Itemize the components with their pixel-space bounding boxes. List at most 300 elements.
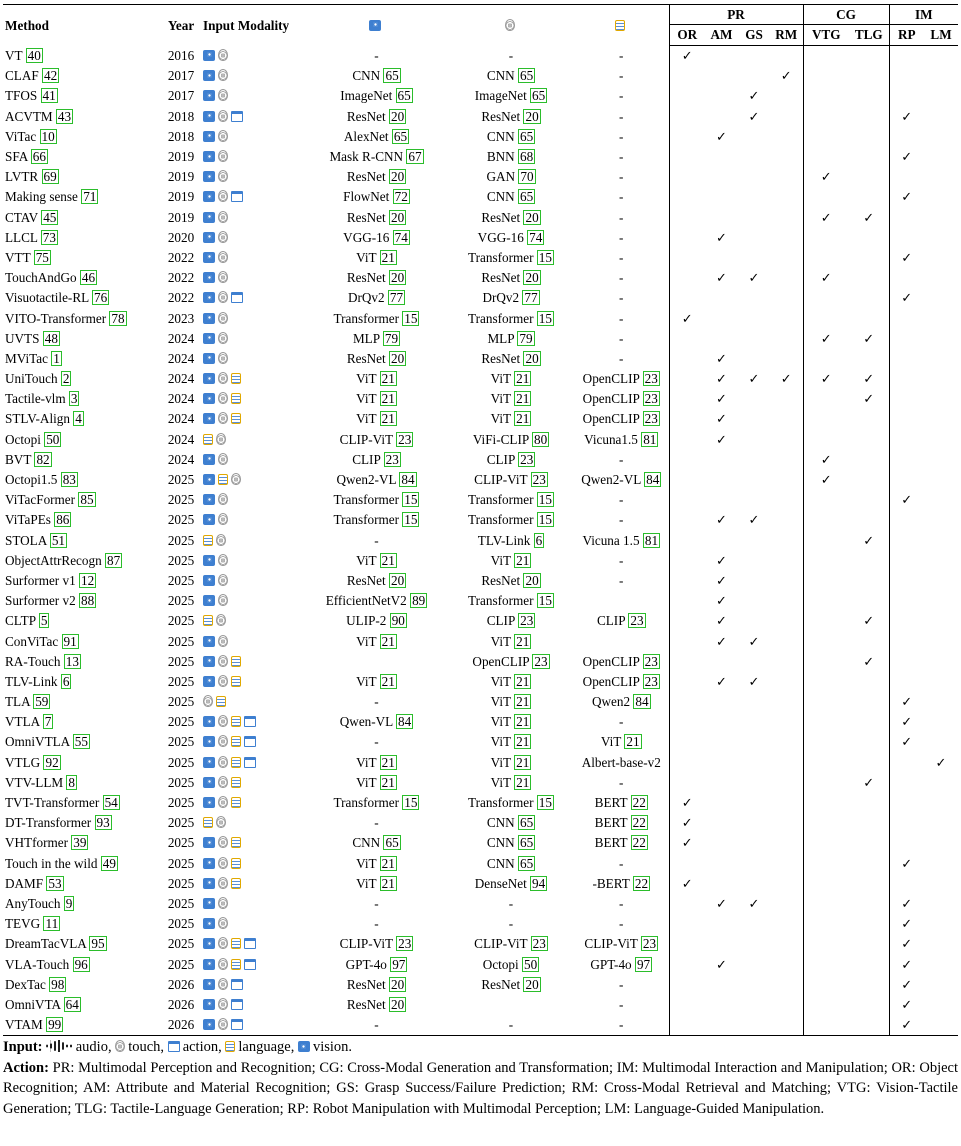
table-row — [3, 349, 958, 369]
check-gs — [738, 611, 770, 631]
citation-link[interactable]: 65 — [532, 88, 546, 104]
citation-link[interactable]: 9 — [65, 895, 73, 911]
citation-link[interactable]: 98 — [51, 976, 65, 992]
check-or: ✓ — [681, 310, 693, 326]
cell-text: CNN — [486, 189, 515, 205]
citation-link[interactable]: 12 — [80, 572, 95, 588]
citation-link[interactable]: 23 — [532, 472, 546, 488]
citation-link[interactable]: 77 — [524, 290, 538, 306]
citation-link[interactable]: 65 — [397, 88, 411, 104]
cell-text: MLP — [487, 330, 515, 346]
language-encoder-cell — [574, 127, 669, 147]
citation-link[interactable]: 22 — [634, 875, 649, 891]
language-encoder-cell — [574, 571, 669, 591]
citation-link[interactable]: 97 — [392, 956, 406, 972]
cell-text: ResNet — [346, 976, 386, 992]
method-cell — [3, 732, 161, 752]
citation-link[interactable]: 15 — [404, 512, 418, 528]
citation-link[interactable]: 80 — [533, 431, 548, 447]
touch-encoder-cell — [448, 631, 574, 651]
cell-text: CLIP-ViT — [339, 936, 393, 952]
citation-link[interactable]: 21 — [381, 371, 395, 387]
vision-encoder-cell — [305, 349, 448, 369]
citation-link[interactable]: 84 — [635, 694, 649, 710]
citation-link[interactable]: 55 — [74, 734, 88, 750]
citation-link[interactable]: 77 — [389, 290, 404, 306]
check-or: ✓ — [681, 875, 693, 891]
citation-link[interactable]: 21 — [516, 754, 530, 770]
action-icon — [231, 191, 243, 202]
table-row — [3, 470, 958, 490]
citation-link[interactable]: 23 — [385, 451, 399, 467]
citation-link[interactable]: 3 — [70, 391, 78, 407]
check-rm — [770, 975, 803, 995]
cell-text: Transformer — [333, 492, 399, 508]
citation-link[interactable]: 40 — [27, 47, 41, 63]
citation-link[interactable]: 51 — [51, 532, 66, 548]
citation-link[interactable]: 15 — [538, 593, 552, 609]
citation-link[interactable]: 23 — [520, 451, 534, 467]
cell-text: CLIP-ViT — [474, 472, 528, 488]
citation-link[interactable]: 7 — [44, 714, 52, 730]
citation-link[interactable]: 65 — [385, 68, 399, 84]
citation-link[interactable]: 65 — [519, 128, 534, 144]
citation-link[interactable]: 88 — [80, 593, 95, 609]
citation-link[interactable]: 95 — [91, 936, 105, 952]
citation-link[interactable]: 93 — [96, 815, 110, 831]
check-or — [669, 167, 705, 187]
table-row — [3, 894, 958, 914]
citation-link[interactable]: 15 — [404, 492, 418, 508]
check-am: ✓ — [715, 431, 728, 447]
citation-link[interactable]: 71 — [83, 189, 97, 205]
vision-encoder-cell — [305, 874, 448, 894]
citation-link[interactable]: 79 — [519, 330, 533, 346]
check-tlg: ✓ — [849, 389, 889, 409]
citation-link[interactable]: 4 — [75, 411, 82, 427]
check-rp — [889, 450, 924, 470]
citation-link[interactable]: 20 — [525, 270, 539, 286]
year-cell: 2025 — [167, 532, 195, 548]
citation-link[interactable]: 20 — [525, 572, 539, 588]
citation-link[interactable]: 70 — [520, 169, 534, 185]
check-tlg — [849, 672, 889, 692]
citation-link[interactable]: 21 — [381, 673, 395, 689]
check-vtg — [803, 187, 849, 207]
touch-encoder-cell — [448, 167, 574, 187]
language-encoder-cell — [574, 914, 669, 934]
language-icon — [231, 656, 241, 667]
citation-link[interactable]: 90 — [391, 613, 405, 629]
cell-text: - — [619, 492, 624, 508]
citation-link[interactable]: 15 — [538, 249, 552, 265]
citation-link[interactable]: 20 — [390, 572, 405, 588]
table-row — [3, 793, 958, 813]
citation-link[interactable]: 45 — [43, 209, 57, 225]
citation-link[interactable]: 65 — [393, 128, 408, 144]
citation-link[interactable]: 21 — [516, 673, 530, 689]
check-tlg — [849, 975, 889, 995]
citation-link[interactable]: 21 — [516, 714, 530, 730]
citation-link[interactable]: 65 — [519, 835, 534, 851]
check-gs — [738, 228, 770, 248]
table-row — [3, 813, 958, 833]
citation-link[interactable]: 76 — [93, 290, 108, 306]
citation-link[interactable]: 10 — [41, 128, 55, 144]
citation-link[interactable]: 23 — [520, 613, 534, 629]
check-gs: ✓ — [748, 88, 760, 104]
check-rm — [770, 631, 803, 651]
citation-link[interactable]: 69 — [43, 169, 57, 185]
check-tlg — [849, 914, 889, 934]
header-am: AM — [705, 25, 738, 46]
citation-link[interactable]: 65 — [519, 189, 534, 205]
cell-text: Qwen2 — [591, 694, 631, 710]
vision-encoder-cell — [305, 692, 448, 712]
citation-link[interactable]: 21 — [381, 774, 395, 790]
citation-link[interactable]: 23 — [644, 653, 658, 669]
citation-link[interactable]: 87 — [106, 552, 121, 568]
modality-cell — [201, 833, 305, 853]
check-tlg — [849, 813, 889, 833]
check-tlg — [849, 228, 889, 248]
citation-link[interactable]: 59 — [35, 694, 49, 710]
citation-link[interactable]: 21 — [516, 694, 530, 710]
vision-icon — [203, 777, 215, 788]
vision-icon — [203, 938, 215, 949]
year-cell: 2023 — [167, 310, 195, 326]
citation-link[interactable]: 23 — [534, 653, 548, 669]
citation-link[interactable]: 23 — [642, 936, 657, 952]
citation-link[interactable]: 46 — [81, 270, 96, 286]
cell-text: ViT — [490, 694, 511, 710]
citation-link[interactable]: 23 — [644, 371, 658, 387]
check-gs — [738, 551, 770, 571]
citation-link[interactable]: 2 — [62, 371, 70, 387]
citation-link[interactable]: 21 — [516, 633, 530, 649]
cell-text: TLV-Link — [5, 673, 58, 689]
check-rm — [770, 712, 803, 732]
action-icon — [231, 1019, 243, 1030]
citation-link[interactable]: 20 — [390, 996, 405, 1012]
citation-link[interactable]: 97 — [636, 956, 651, 972]
modality-cell — [201, 1015, 305, 1036]
citation-link[interactable]: 50 — [524, 956, 538, 972]
check-lm — [924, 833, 958, 853]
citation-link[interactable]: 21 — [381, 754, 395, 770]
check-rp — [889, 127, 924, 147]
language-encoder-cell — [574, 874, 669, 894]
year-cell: 2024 — [167, 371, 195, 387]
check-am — [705, 490, 738, 510]
check-rm — [770, 531, 803, 551]
cell-text: Transformer — [468, 310, 534, 326]
cell-text: ViT — [356, 391, 377, 407]
vision-icon — [203, 514, 215, 525]
check-vtg — [803, 1015, 849, 1036]
vision-encoder-cell — [305, 954, 448, 974]
citation-link[interactable]: 6 — [535, 532, 543, 548]
citation-link[interactable]: 65 — [519, 815, 534, 831]
vision-icon — [203, 191, 215, 202]
check-gs: ✓ — [748, 673, 760, 689]
citation-link[interactable]: 23 — [644, 411, 658, 427]
vision-encoder-cell — [305, 308, 448, 328]
touch-encoder-cell — [448, 187, 574, 207]
check-tlg — [849, 147, 889, 167]
check-rm — [770, 308, 803, 328]
citation-link[interactable]: 15 — [404, 310, 418, 326]
citation-link[interactable]: 21 — [516, 774, 530, 790]
citation-link[interactable]: 20 — [390, 169, 405, 185]
check-lm — [924, 86, 958, 106]
year-cell: 2022 — [167, 290, 195, 306]
touch-encoder-cell — [448, 268, 574, 288]
legend-language: language, — [238, 1039, 295, 1055]
touch-encoder-cell — [448, 127, 574, 147]
citation-link[interactable]: 53 — [48, 875, 62, 891]
check-tlg — [849, 86, 889, 106]
vision-icon — [203, 373, 215, 384]
citation-link[interactable]: 79 — [384, 330, 399, 346]
citation-link[interactable]: 22 — [632, 815, 646, 831]
method-cell — [3, 349, 161, 369]
citation-link[interactable]: 21 — [516, 734, 530, 750]
citation-link[interactable]: 20 — [525, 108, 539, 124]
check-tlg — [849, 712, 889, 732]
year-cell: 2025 — [167, 593, 195, 609]
touch-encoder-cell — [448, 66, 574, 86]
vision-icon — [203, 171, 215, 182]
citation-link[interactable]: 92 — [45, 754, 59, 770]
check-rm: ✓ — [770, 369, 803, 389]
check-or — [669, 349, 705, 369]
action-icon — [231, 979, 243, 990]
year-cell: 2025 — [167, 734, 195, 750]
citation-link[interactable]: 23 — [398, 431, 412, 447]
vision-icon — [203, 555, 215, 566]
citation-link[interactable]: 20 — [390, 350, 405, 366]
citation-link[interactable]: 8 — [68, 774, 76, 790]
header-gs: GS — [738, 25, 770, 46]
citation-link[interactable]: 15 — [538, 492, 552, 508]
citation-link[interactable]: 21 — [381, 411, 395, 427]
touch-encoder-cell — [448, 147, 574, 167]
check-or — [669, 510, 705, 530]
touch-icon — [218, 877, 228, 889]
citation-link[interactable]: 20 — [525, 209, 539, 225]
citation-link[interactable]: 84 — [646, 472, 660, 488]
citation-link[interactable]: 23 — [630, 613, 644, 629]
citation-link[interactable]: 49 — [102, 855, 116, 871]
touch-encoder-cell — [448, 914, 574, 934]
citation-link[interactable]: 41 — [42, 88, 56, 104]
citation-link[interactable]: 22 — [632, 835, 646, 851]
citation-link[interactable]: 65 — [519, 68, 534, 84]
citation-link[interactable]: 15 — [404, 795, 418, 811]
cell-text: VTLG — [5, 754, 41, 770]
cell-text: CLIP — [486, 613, 515, 629]
check-rp — [889, 369, 924, 389]
citation-link[interactable]: 81 — [643, 431, 657, 447]
citation-link[interactable]: 20 — [390, 270, 405, 286]
modality-cell — [201, 692, 305, 712]
citation-link[interactable]: 43 — [57, 108, 72, 124]
citation-link[interactable]: 96 — [74, 956, 88, 972]
cell-text: OpenCLIP — [582, 673, 640, 689]
year-cell: 2019 — [167, 169, 195, 185]
citation-link[interactable]: 68 — [519, 149, 534, 165]
citation-link[interactable]: 5 — [40, 613, 48, 629]
check-am — [705, 854, 738, 874]
citation-link[interactable]: 81 — [644, 532, 659, 548]
cell-text: VTT — [5, 249, 31, 265]
citation-link[interactable]: 6 — [62, 673, 70, 689]
citation-link[interactable]: 21 — [381, 875, 395, 891]
modality-cell — [201, 329, 305, 349]
citation-link[interactable]: 42 — [44, 68, 58, 84]
touch-encoder-cell — [448, 1015, 574, 1036]
check-gs — [738, 167, 770, 187]
legend-action-label: Action: — [3, 1059, 49, 1076]
check-vtg — [803, 46, 849, 67]
legend-input-label: Input: — [3, 1039, 43, 1055]
language-encoder-cell — [574, 591, 669, 611]
citation-link[interactable]: 82 — [36, 451, 50, 467]
citation-link[interactable]: 13 — [65, 653, 79, 669]
check-vtg — [803, 813, 849, 833]
citation-link[interactable]: 72 — [394, 189, 408, 205]
citation-link[interactable]: 20 — [390, 976, 405, 992]
cell-text: Surformer v1 — [5, 572, 76, 588]
check-am: ✓ — [715, 633, 728, 649]
cell-text: BERT — [594, 815, 628, 831]
citation-link[interactable]: 83 — [62, 472, 76, 488]
cell-text: ResNet — [481, 976, 521, 992]
check-rm — [770, 732, 803, 752]
citation-link[interactable]: 1 — [53, 350, 60, 366]
check-vtg: ✓ — [820, 472, 832, 488]
legend-vision: vision. — [312, 1039, 353, 1055]
check-or — [669, 753, 705, 773]
touch-icon — [218, 493, 228, 505]
year-cell: 2025 — [167, 512, 195, 528]
citation-link[interactable]: 65 — [519, 855, 534, 871]
cell-text: RA-Touch — [5, 653, 61, 669]
citation-link[interactable]: 74 — [394, 229, 408, 245]
check-or — [669, 954, 705, 974]
citation-link[interactable]: 89 — [412, 593, 426, 609]
cell-text: - — [619, 552, 624, 568]
citation-link[interactable]: 21 — [516, 391, 530, 407]
cell-text: TLV-Link — [477, 532, 531, 548]
year-cell: 2025 — [167, 774, 195, 790]
check-am: ✓ — [715, 229, 728, 245]
check-tlg — [849, 107, 889, 127]
vision-icon — [203, 70, 215, 81]
citation-link[interactable]: 65 — [385, 835, 399, 851]
citation-link[interactable]: 15 — [538, 795, 552, 811]
touch-icon — [216, 816, 226, 828]
citation-link[interactable]: 67 — [408, 149, 422, 165]
citation-link[interactable]: 21 — [381, 552, 395, 568]
citation-link[interactable]: 15 — [538, 512, 552, 528]
citation-link[interactable]: 21 — [626, 734, 640, 750]
check-or — [669, 329, 705, 349]
touch-icon — [218, 594, 228, 606]
citation-link[interactable]: 74 — [529, 229, 543, 245]
citation-link[interactable]: 23 — [644, 673, 658, 689]
check-rp: ✓ — [901, 149, 913, 165]
citation-link[interactable]: 23 — [532, 936, 546, 952]
check-gs: ✓ — [748, 270, 760, 286]
citation-link[interactable]: 78 — [111, 310, 125, 326]
table-row — [3, 1015, 958, 1036]
citation-link[interactable]: 15 — [538, 310, 552, 326]
citation-link[interactable]: 20 — [525, 976, 539, 992]
citation-link[interactable]: 23 — [398, 936, 412, 952]
check-tlg — [849, 753, 889, 773]
citation-link[interactable]: 11 — [45, 916, 59, 932]
check-lm — [924, 147, 958, 167]
cell-text: VTLA — [5, 714, 40, 730]
citation-link[interactable]: 48 — [44, 330, 58, 346]
citation-link[interactable]: 54 — [104, 795, 118, 811]
check-gs — [738, 813, 770, 833]
cell-text: - — [619, 916, 624, 932]
modality-cell — [201, 288, 305, 308]
touch-icon — [218, 291, 228, 303]
citation-link[interactable]: 91 — [63, 633, 77, 649]
check-or — [669, 288, 705, 308]
table-row — [3, 874, 958, 894]
citation-link[interactable]: 22 — [632, 795, 646, 811]
citation-link[interactable]: 21 — [381, 249, 395, 265]
method-cell — [3, 470, 161, 490]
citation-link[interactable]: 20 — [390, 108, 405, 124]
citation-link[interactable]: 75 — [35, 249, 49, 265]
citation-link[interactable]: 99 — [48, 1017, 62, 1033]
check-tlg: ✓ — [849, 329, 889, 349]
citation-link[interactable]: 21 — [381, 855, 395, 871]
cell-text: TFOS — [5, 88, 38, 104]
citation-link[interactable]: 94 — [532, 875, 546, 891]
citation-link[interactable]: 86 — [56, 512, 70, 528]
citation-link[interactable]: 20 — [390, 209, 405, 225]
citation-link[interactable]: 23 — [644, 391, 658, 407]
citation-link[interactable]: 20 — [525, 350, 539, 366]
citation-link[interactable]: 21 — [381, 391, 395, 407]
citation-link[interactable]: 85 — [80, 492, 94, 508]
citation-link[interactable]: 84 — [398, 714, 412, 730]
citation-link[interactable]: 73 — [42, 229, 56, 245]
citation-link[interactable]: 84 — [401, 472, 415, 488]
citation-link[interactable]: 64 — [65, 996, 79, 1012]
citation-link[interactable]: 50 — [46, 431, 60, 447]
citation-link[interactable]: 21 — [516, 552, 530, 568]
check-or: ✓ — [681, 835, 693, 851]
check-tlg — [849, 127, 889, 147]
check-rp — [889, 66, 924, 86]
citation-link[interactable]: 21 — [516, 371, 530, 387]
citation-link[interactable]: 21 — [516, 411, 530, 427]
check-or — [669, 127, 705, 147]
touch-icon — [218, 231, 228, 243]
citation-link[interactable]: 39 — [73, 835, 87, 851]
citation-link[interactable]: 66 — [32, 149, 46, 165]
check-or — [669, 571, 705, 591]
citation-link[interactable]: 21 — [381, 633, 395, 649]
